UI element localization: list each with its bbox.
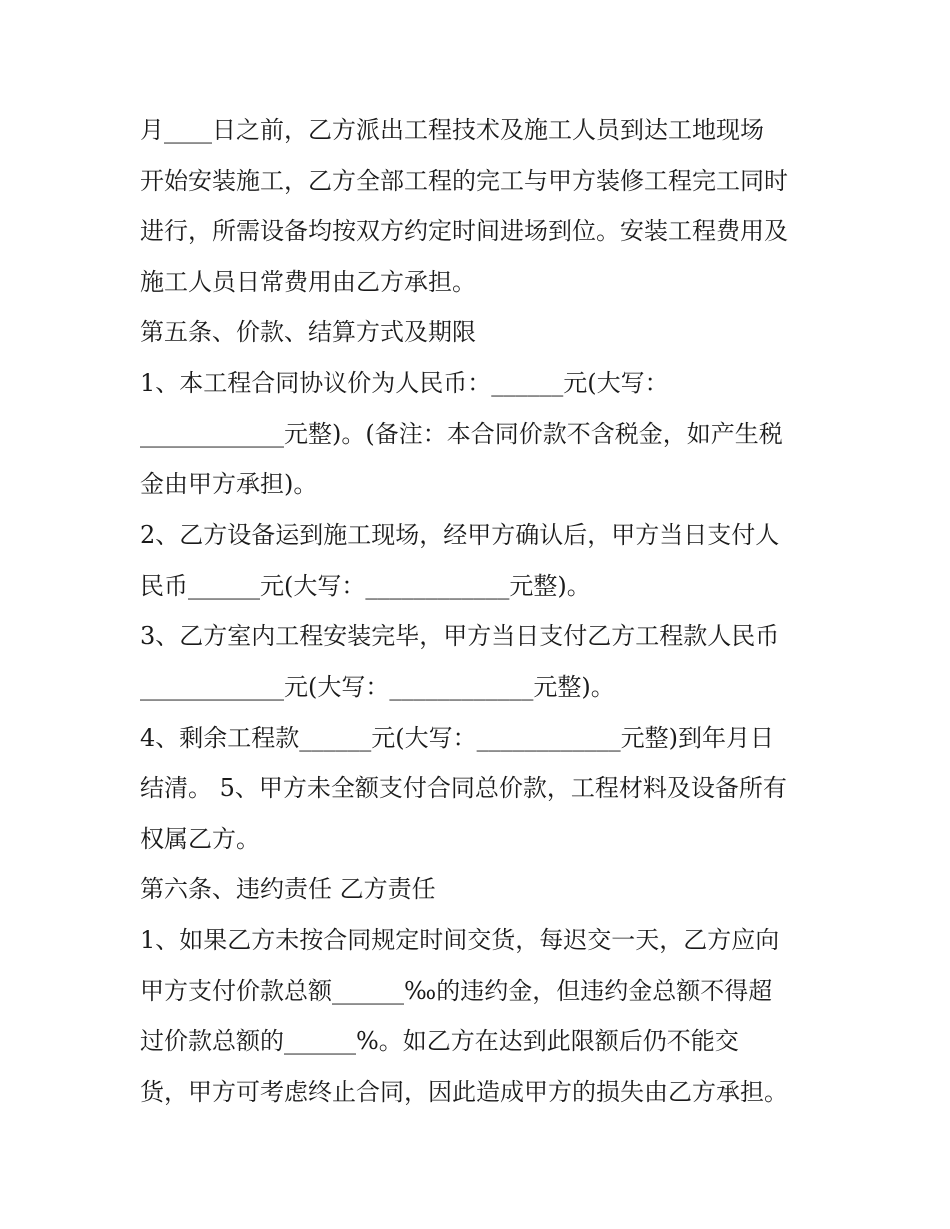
text-line: 过价款总额的______%。如乙方在达到此限额后仍不能交 — [140, 1027, 739, 1055]
text-line: 4、剩余工程款______元(大写：____________元整)到年月日 — [140, 724, 774, 752]
text-line: 金由甲方承担)。 — [140, 470, 318, 498]
text-line: 1、如果乙方未按合同规定时间交货，每迟交一天，乙方应向 — [140, 926, 780, 954]
text-line: 权属乙方。 — [140, 825, 260, 853]
section-heading-article-6: 第六条、违约责任 乙方责任 — [140, 875, 436, 903]
text-line: 施工人员日常费用由乙方承担。 — [140, 268, 476, 296]
text-line: 月____日之前，乙方派出工程技术及施工人员到达工地现场 — [140, 116, 764, 144]
text-line: 甲方支付价款总额______‰的违约金，但违约金总额不得超 — [140, 977, 773, 1005]
text-line: ____________元整)。(备注：本合同价款不含税金，如产生税 — [140, 420, 783, 448]
text-line: ____________元(大写：____________元整)。 — [140, 673, 615, 701]
text-line: 2、乙方设备运到施工现场，经甲方确认后，甲方当日支付人 — [140, 521, 780, 549]
text-line: 民币______元(大写：____________元整)。 — [140, 572, 591, 600]
text-line: 结清。 5、甲方未全额支付合同总价款，工程材料及设备所有 — [140, 774, 787, 802]
section-heading-article-5: 第五条、价款、结算方式及期限 — [140, 318, 476, 346]
text-line: 进行，所需设备均按双方约定时间进场到位。安装工程费用及 — [140, 217, 788, 245]
text-line: 开始安装施工，乙方全部工程的完工与甲方装修工程完工同时 — [140, 167, 788, 195]
text-line: 货，甲方可考虑终止合同，因此造成甲方的损失由乙方承担。 — [140, 1078, 788, 1106]
text-line: 3、乙方室内工程安装完毕，甲方当日支付乙方工程款人民币 — [140, 622, 780, 650]
text-line: 1、本工程合同协议价为人民币：______元(大写： — [140, 369, 669, 397]
